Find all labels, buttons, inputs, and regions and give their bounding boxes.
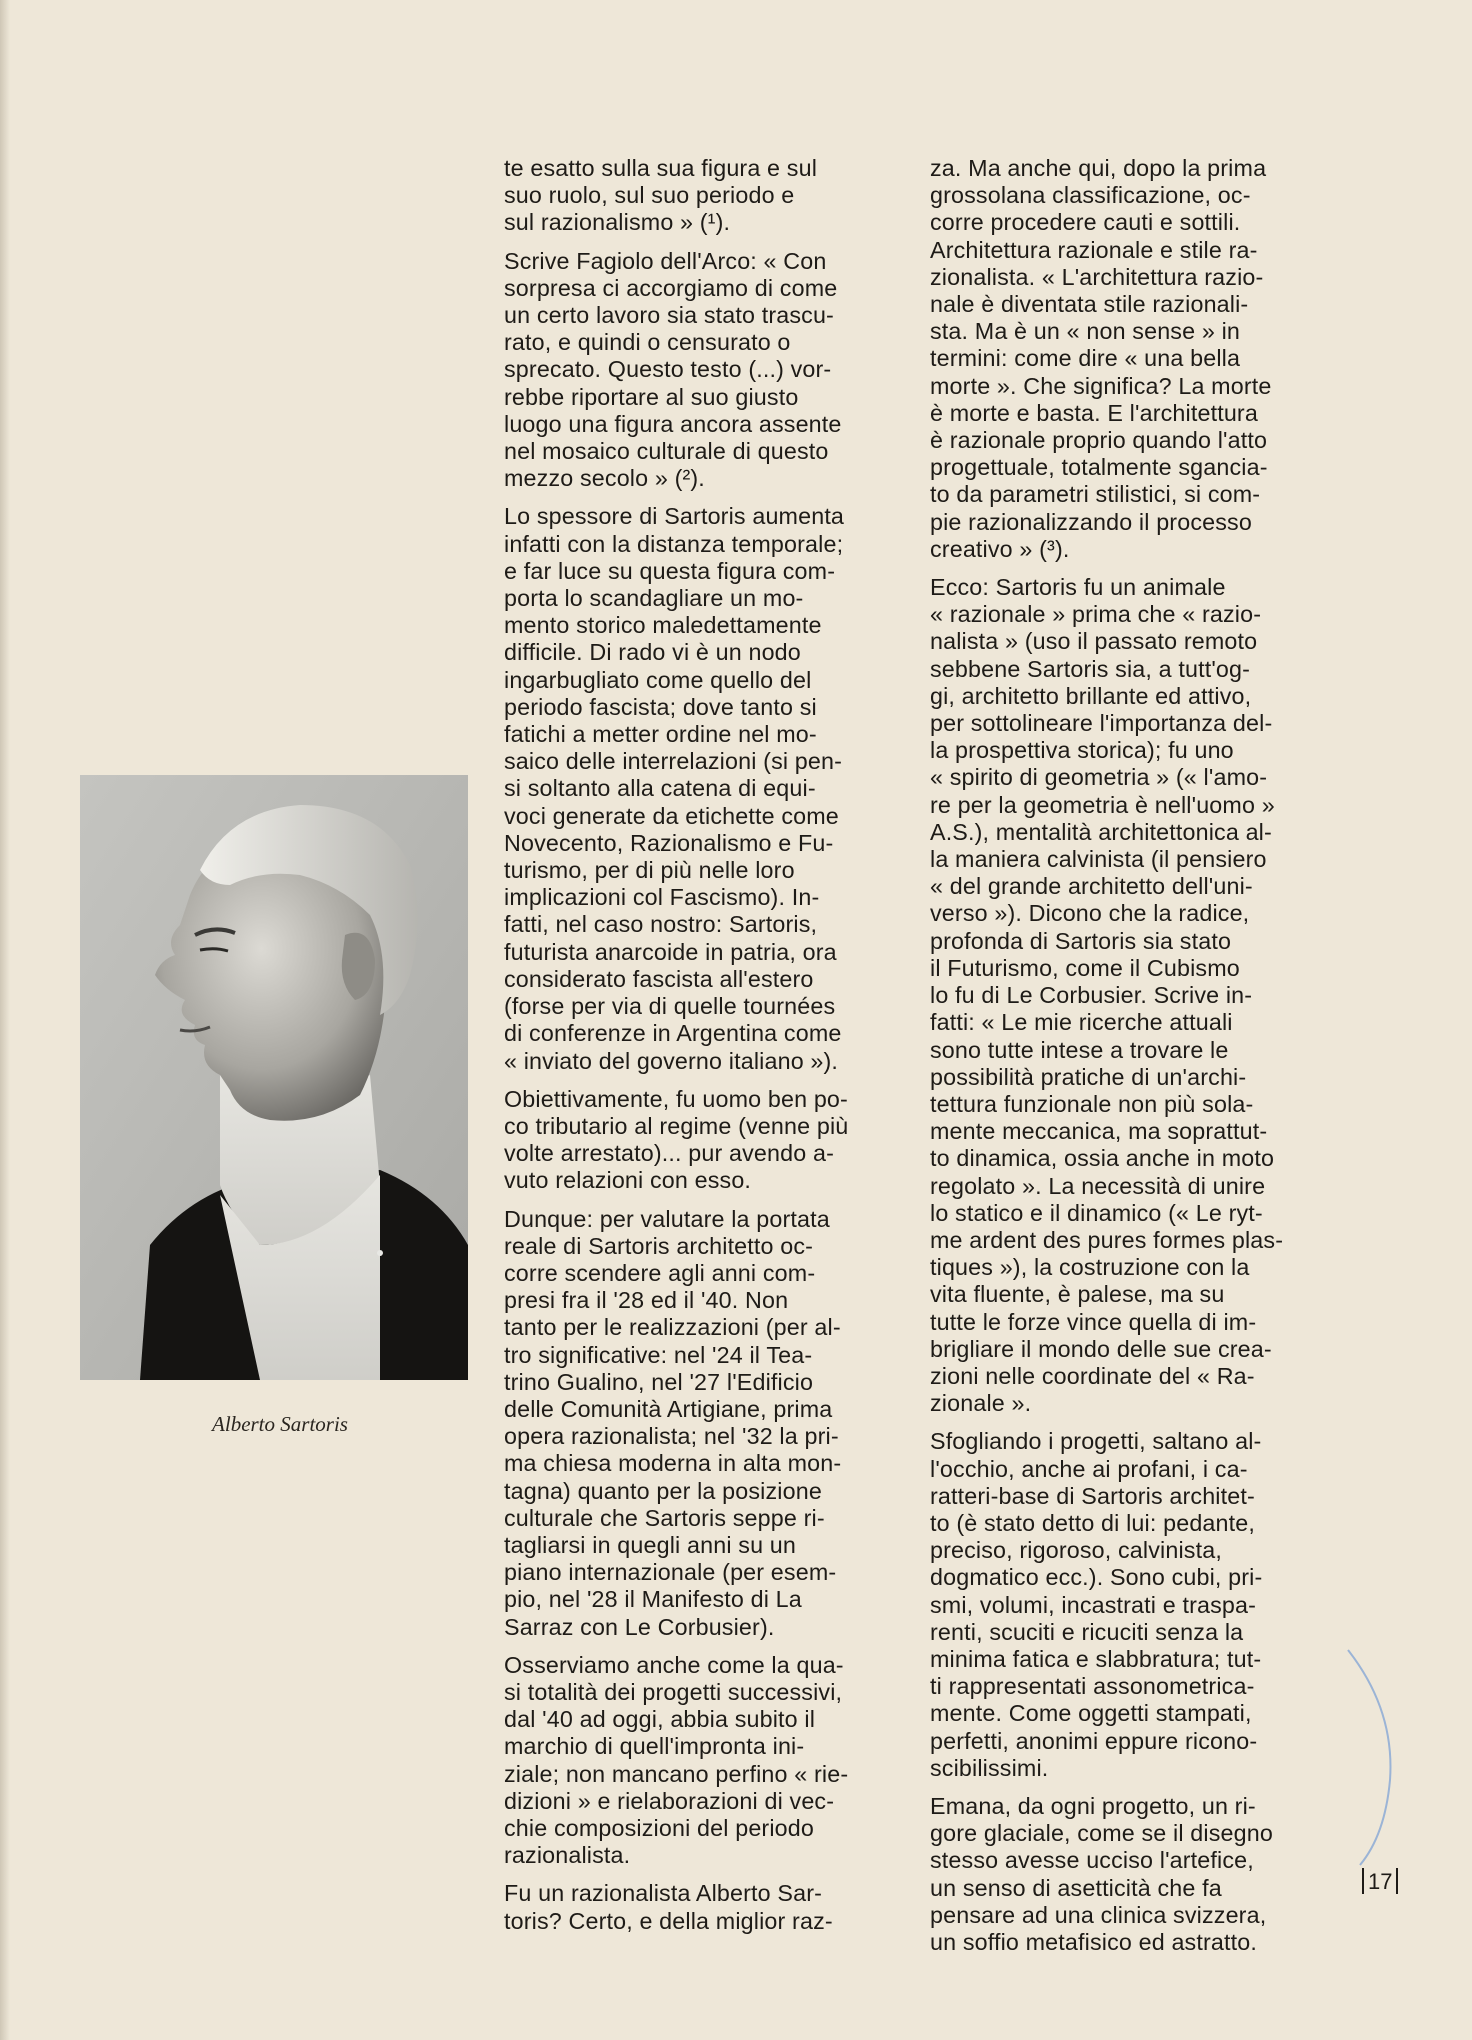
paragraph: Lo spessore di Sartoris aumenta infatti con la distanza temporale; e far luce su questa figura com- porta lo scandagliare un mo- mento storico maledettamente difficile. Di rado vi è un nodo ingarbugliato come quello del periodo fascista; dove tanto si fatichi a metter ordine nel mo- saico delle interrelazioni (si pen- si soltanto alla catena di equi- voci generate da etichette come Novecento, Razionalismo e Fu- turismo, per di più nelle loro implicazioni col Fascismo). In- fatti, nel caso nostro: Sartoris, futurista anarcoide in patria, ora considerato fascista all'estero (forse per via di quelle tournées di conferenze in Argentina come « inviato del governo italiano »). bbox=[504, 503, 845, 1074]
page-number bbox=[1358, 1868, 1402, 1895]
paragraph: Emana, da ogni progetto, un ri- gore glaciale, come se il disegno stesso avesse ucciso l'artefice, un senso di asetticità che fa pensare ad una clinica svizzera, un soffio metafisico ed astratto. bbox=[930, 1792, 1273, 1955]
photo-caption: Alberto Sartoris bbox=[212, 1412, 348, 1436]
page-edge bbox=[0, 0, 10, 2040]
paragraph: Scrive Fagiolo dell'Arco: « Con sorpresa ci accorgiamo di come un certo lavoro sia stato trascu- rato, e quindi o censurato o sprecato. Questo testo (...) vor- rebbe riportare al suo giusto luogo una figura ancora assente nel mosaico culturale di questo mezzo secolo » (²). bbox=[504, 247, 842, 492]
paragraph: Ecco: Sartoris fu un animale « razionale » prima che « razio- nalista » (uso il passato remoto sebbene Sartoris sia, a tutt'og- gi, architetto brillante ed attivo, per sottolineare l'importanza del- la prospettiva storica); fu uno « spirito di geometria » (« l'amo- re per la geometria è nell'uomo » A.S.), mentalità architettonica al- la maniera calvinista (il pensiero « del grande architetto dell'uni- verso »). Dicono che la radice, profonda di Sartoris sia stato il Futurismo, come il Cubismo lo fu di Le Corbusier. Scrive in- fatti: « Le mie ricerche attuali sono tutte intese a trovare le possibilità pratiche di un'archi- tettura funzionale non più sola- mente meccanica, ma soprattut- to dinamica, ossia anche in moto regolato ». La necessità di unire lo statico e il dinamico (« Le ryt- me ardent des pures formes plas- tiques »), la costruzione con la vita fluente, è palese, ma su tutte le forze vince quella di im- brigliare il mondo delle sue crea- zioni nelle coordinate del « Ra- zionale ». bbox=[930, 574, 1284, 1417]
paragraph: Dunque: per valutare la portata reale di Sartoris architetto oc- corre scendere agli anni com- presi fra il '28 ed il '40. Non tanto per le realizzazioni (per al- tro significative: nel '24 il Tea- trino Gualino, nel '27 l'Edificio delle Comunità Artigiane, prima opera razionalista; nel '32 la pri- ma chiesa moderna in alta mon- tagna) quanto per la posizione culturale che Sartoris seppe ri- tagliarsi in quegli anni su un piano internazionale (per esem- pio, nel '28 il Manifesto di La Sarraz con Le Corbusier). bbox=[504, 1205, 842, 1640]
text-column-right bbox=[930, 155, 1328, 1967]
paragraph: te esatto sulla sua figura e sul suo ruolo, sul suo periodo e sul razionalismo » (¹). bbox=[504, 155, 818, 236]
folio-bar bbox=[1396, 1868, 1398, 1894]
paragraph: Fu un razionalista Alberto Sar- toris? Certo, e della miglior raz- bbox=[504, 1880, 833, 1934]
paragraph: Osserviamo anche come la qua- si totalità dei progetti successivi, dal '40 ad oggi, abbia subito il marchio di quell'impronta ini- ziale; non mancano perfino « rie- dizioni » e rielaborazioni di vec- chie composizioni del periodo razionalista. bbox=[504, 1651, 849, 1869]
paragraph: Obiettivamente, fu uomo ben po- co tributario al regime (venne più volte arrestato)... pur avendo a- vuto relazioni con esso. bbox=[504, 1085, 849, 1194]
text-column-left bbox=[504, 155, 900, 1946]
paragraph: za. Ma anche qui, dopo la prima grossolana classificazione, oc- corre procedere cauti e sottili. Architettura razionale e stile ra- zionalista. « L'architettura razio- nale è diventata stile razionali- sta. Ma è un « non sense » in termini: come dire « una bella morte ». Che significa? La morte è morte e basta. E l'architettura è razionale proprio quando l'atto progettuale, totalmente sgancia- to da parametri stilistici, si com- pie razionalizzando il processo creativo » (³). bbox=[930, 155, 1272, 562]
page-number-text: 17 bbox=[1368, 1869, 1393, 1894]
portrait-photo bbox=[80, 775, 468, 1380]
folio-bar bbox=[1362, 1868, 1364, 1894]
paragraph: Sfogliando i progetti, saltano al- l'occhio, anche ai profani, i ca- ratteri-base di Sartoris architet- to (è stato detto di lui: pedante, preciso, rigoroso, calvinista, dogmatico ecc.). Sono cubi, pri- smi, volumi, incastrati e traspa- renti, scuciti e ricuciti senza la minima fatica e slabbratura; tut- ti rappresentati assonometrica- mente. Come oggetti stampati, perfetti, anonimi eppure ricono- scibilissimi. bbox=[930, 1428, 1263, 1781]
pen-mark bbox=[1340, 1640, 1400, 1870]
